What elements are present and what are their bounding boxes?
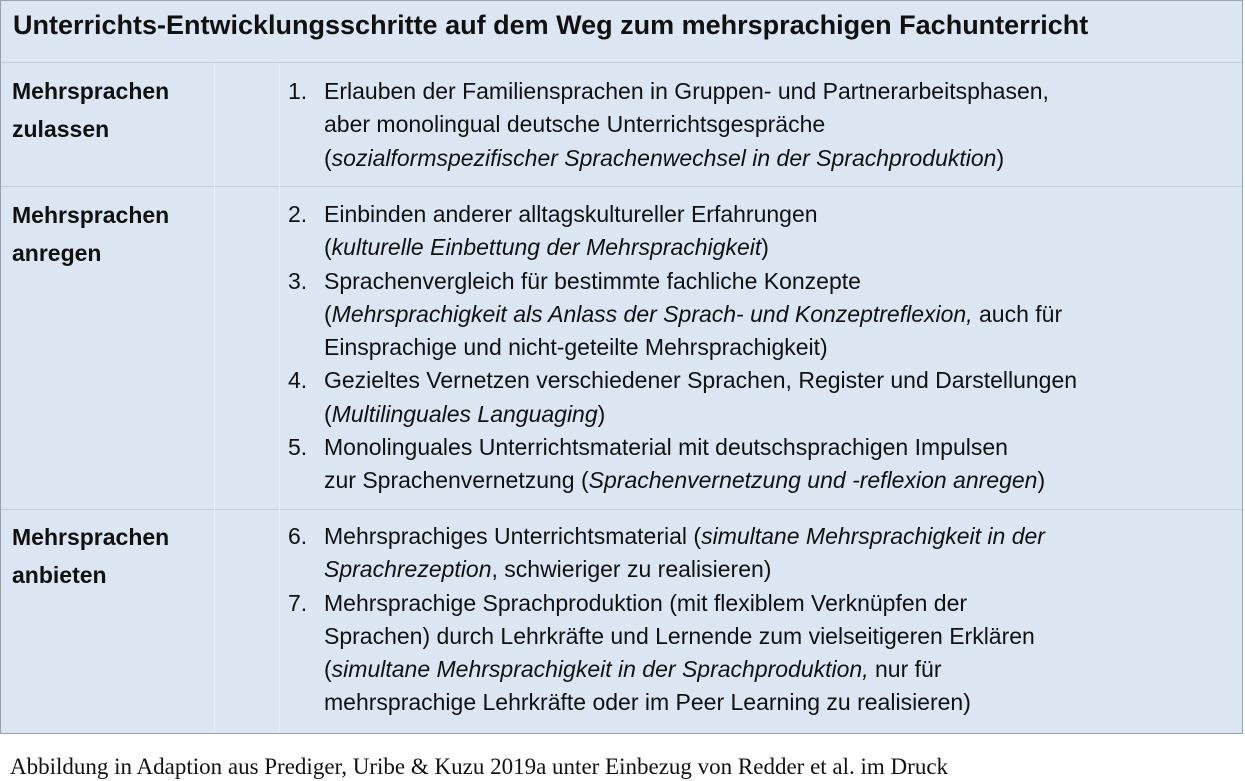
text-run: )	[996, 144, 1005, 171]
item-number: 7.	[288, 589, 308, 616]
list-item	[288, 265, 1077, 365]
italic-text: sozialformspezifischer Sprachenwechsel in der Sprachproduktion	[331, 144, 997, 171]
text-run: (	[324, 300, 332, 327]
item-text-line	[324, 398, 1077, 431]
text-run: Sprachenvergleich für bestimmte fachliche Konzepte	[324, 267, 861, 294]
item-text-line	[324, 464, 1077, 497]
text-run: Gezieltes Vernetzen verschiedener Sprachen, Register und Darstellungen	[324, 367, 1078, 394]
italic-text: Sprachrezeption	[324, 556, 492, 583]
item-text-line	[324, 198, 1077, 231]
item-number: 6.	[288, 523, 308, 549]
item-number: 5.	[288, 434, 308, 461]
text-run: (	[324, 234, 332, 261]
section-label-line: anregen	[12, 240, 102, 266]
item-text-line	[324, 520, 1045, 553]
section-items-anregen	[288, 198, 1077, 498]
text-run: Einsprachige und nicht-geteilte Mehrsprachigkeit)	[324, 334, 828, 361]
italic-text: Mehrsprachigkeit als Anlass der Sprach- und Konzeptreflexion,	[331, 300, 973, 327]
list-item	[288, 198, 1077, 265]
text-run: Mehrsprachige Sprachproduktion (mit flexiblem Verknüpfen der	[324, 589, 968, 616]
column-divider	[279, 63, 280, 733]
text-run: Einbinden anderer alltagskultureller Erfahrungen	[324, 201, 818, 227]
list-item	[288, 520, 1045, 587]
section-label-anbieten	[12, 518, 169, 594]
text-run: )	[597, 400, 606, 427]
section-label-line: Mehrsprachen	[12, 524, 170, 550]
italic-text: Sprachenvernetzung und -reflexion anregen	[588, 467, 1038, 494]
section-label-line: Mehrsprachen	[12, 202, 170, 228]
text-run: auch für	[972, 300, 1063, 327]
text-run: (	[324, 144, 332, 171]
italic-text: kulturelle Einbettung der Mehrsprachigkeit	[331, 234, 762, 261]
section-items-zulassen	[288, 75, 1049, 175]
item-text-line	[324, 620, 1045, 653]
item-text-line	[324, 431, 1077, 464]
text-run: )	[761, 234, 769, 261]
text-run: , schwieriger zu realisieren)	[491, 556, 772, 583]
text-run: zur Sprachenvernetzung (	[324, 467, 589, 494]
item-text-line	[324, 686, 1045, 719]
list-item	[288, 587, 1045, 720]
text-run: Sprachen) durch Lehrkräfte und Lernende zum vielseitigeren Erklären	[324, 622, 1035, 649]
section-label-zulassen	[12, 72, 169, 148]
item-text-line	[324, 587, 1045, 620]
italic-text: simultane Mehrsprachigkeit in der	[701, 523, 1045, 549]
item-text-line	[324, 653, 1045, 686]
item-text-line	[324, 331, 1077, 364]
item-text-line	[324, 75, 1049, 108]
item-text-line	[324, 364, 1077, 397]
list-item	[288, 364, 1077, 431]
text-run: aber monolingual deutsche Unterrichtsgespräche	[324, 111, 826, 138]
item-text-line	[324, 108, 1049, 141]
section-label-anregen	[12, 196, 169, 272]
item-number: 1.	[288, 78, 308, 104]
column-divider	[214, 63, 215, 733]
item-number: 3.	[288, 267, 308, 294]
text-run: mehrsprachige Lehrkräfte oder im Peer Learning zu realisieren)	[324, 689, 971, 716]
item-text-line	[324, 265, 1077, 298]
item-number: 2.	[288, 201, 308, 227]
text-run: Monolinguales Unterrichtsmaterial mit deutschsprachigen Impulsen	[324, 434, 1008, 461]
text-run: )	[1037, 467, 1046, 494]
text-run: (	[324, 400, 332, 427]
italic-text: Multilinguales Languaging	[331, 400, 598, 427]
list-item	[288, 75, 1049, 175]
figure-caption: Abbildung in Adaption aus Prediger, Uribe & Kuzu 2019a unter Einbezug von Redder et al. im Druck	[10, 754, 949, 779]
text-run: Mehrsprachiges Unterrichtsmaterial (	[324, 523, 702, 549]
section-items-anbieten	[288, 520, 1045, 720]
divider	[1, 509, 1242, 510]
item-number: 4.	[288, 367, 308, 394]
divider	[1, 62, 1242, 63]
italic-text: simultane Mehrsprachigkeit in der Sprachproduktion,	[331, 656, 869, 683]
text-run: Erlauben der Familiensprachen in Gruppen- und Partnerarbeitsphasen,	[324, 78, 1049, 104]
item-text-line	[324, 231, 1077, 264]
text-run: nur für	[868, 656, 942, 683]
section-label-line: anbieten	[12, 562, 107, 588]
item-text-line	[324, 142, 1049, 175]
list-item	[288, 431, 1077, 498]
item-text-line	[324, 298, 1077, 331]
text-run: (	[324, 656, 332, 683]
section-label-line: Mehrsprachen	[12, 78, 170, 104]
divider	[1, 186, 1242, 187]
section-label-line: zulassen	[12, 116, 110, 142]
item-text-line	[324, 553, 1045, 586]
figure-title: Unterrichts-Entwicklungsschritte auf dem Weg zum mehrsprachigen Fachunterricht	[13, 10, 1089, 40]
